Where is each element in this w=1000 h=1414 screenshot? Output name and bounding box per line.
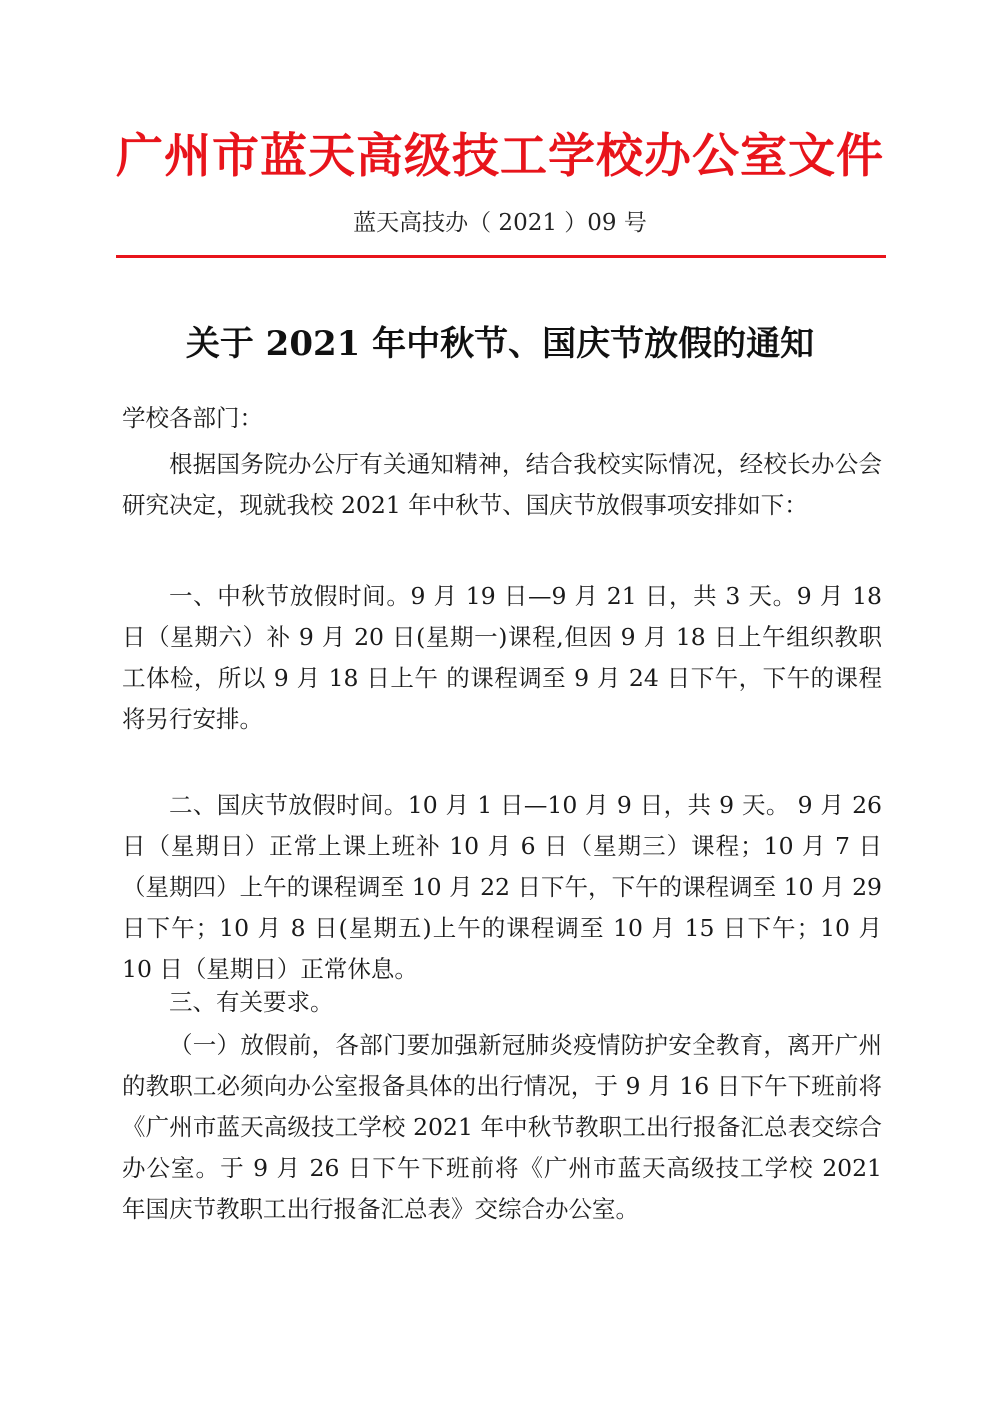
salutation: 学校各部门：: [122, 404, 263, 432]
document-number: 蓝天高技办（ 2021 ）09 号: [353, 210, 647, 236]
paragraph-intro: 根据国务院办公厅有关通知精神，结合我校实际情况，经校长办公会研究决定，现就我校 2021 年中秋节、国庆节放假事项安排如下：: [122, 450, 882, 519]
paragraph-requirement-1: （一）放假前，各部门要加强新冠肺炎疫情防护安全教育，离开广州的教职工必须向办公室报备具体的出行情况，于 9 月 16 日下午下班前将《广州市蓝天高级技工学校 2021 年中秋节教职工出行报备汇总表交综合办公室。于 9 月 26 日下午下班前将《广州市蓝天高级技工学校 2021 年国庆节教职工出行报备汇总表》交综合办公室。: [122, 1031, 882, 1223]
paragraph-requirements-heading: 三、有关要求。: [169, 988, 334, 1016]
header-divider: [116, 255, 886, 258]
document-header-title: 广州市蓝天高级技工学校办公室文件: [116, 129, 884, 184]
notice-title: 关于 2021 年中秋节、国庆节放假的通知: [185, 324, 815, 364]
paragraph-national-day: 二、国庆节放假时间。10 月 1 日—10 月 9 日，共 9 天。 9 月 26 日（星期日）正常上课上班补 10 月 6 日（星期三）课程；10 月 7 日（星期四）上午的课程调至 10 月 22 日下午，下午的课程调至 10 月 29 日下午；10 月 8 日(星期五)上午的课程调至 10 月 15 日下午；10 月 10 日（星期日）正常休息。: [122, 791, 882, 983]
paragraph-mid-autumn: 一、中秋节放假时间。9 月 19 日—9 月 21 日，共 3 天。9 月 18 日（星期六）补 9 月 20 日(星期一)课程,但因 9 月 18 日上午组织教职工体检，所以 9 月 18 日上午 的课程调至 9 月 24 日下午，下午的课程将另行安排。: [122, 582, 882, 733]
